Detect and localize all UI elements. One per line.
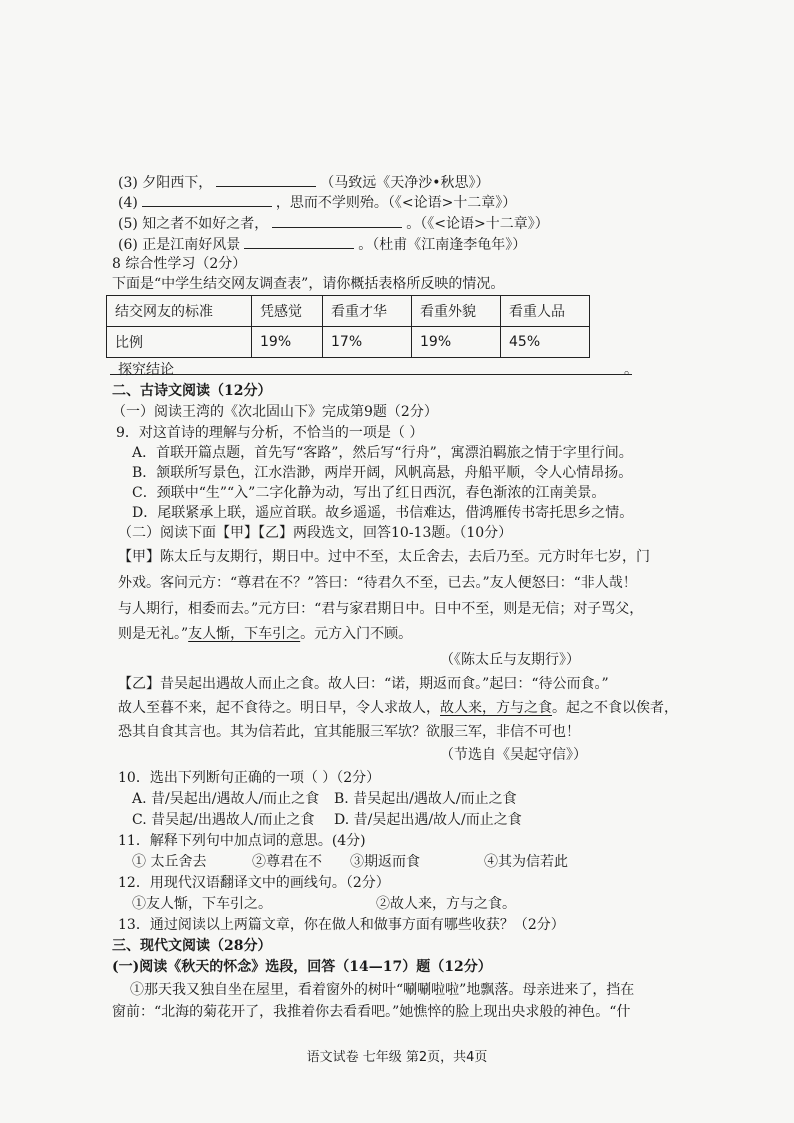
answer-blank[interactable] bbox=[216, 172, 316, 187]
table-cell: 19% bbox=[252, 327, 323, 358]
conclusion-label: 探究结论 bbox=[118, 362, 174, 378]
conclusion-end: 。 bbox=[624, 362, 638, 378]
table-header-cell: 结交网友的标准 bbox=[107, 296, 252, 327]
fill-in-4: (4) ，思而不学则殆。（《<论语>十二章》） bbox=[118, 192, 516, 213]
sub-1-title: （一）阅读王湾的《次北固山下》完成第9题（2分） bbox=[112, 404, 438, 420]
q11-stem: 11．解释下列句中加点词的意思。(4分) bbox=[118, 833, 366, 849]
q9-stem: 9．对这首诗的理解与分析，不恰当的一项是（ ） bbox=[116, 425, 424, 441]
q13-stem: 13．通过阅读以上两篇文章，你在做人和做事方面有哪些收获？（2分） bbox=[118, 917, 565, 933]
passage-yi-line: 故人至暮不来，起不食待之。明日早，令人求故人，故人来，方与之食。起之不食以俟者， bbox=[118, 700, 678, 716]
fill-in-6: (6) 正是江南好风景 。（杜甫《江南逢李龟年》） bbox=[118, 234, 526, 255]
survey-table bbox=[106, 295, 590, 358]
passage-jia-line: 外戏。客问元方：“尊君在不？”答曰：“待君久不至，已去。”友人便怒曰：“非人哉！ bbox=[118, 575, 637, 591]
underlined-sentence: 友人惭，下车引之 bbox=[188, 626, 301, 642]
q11-item: ④其为信若此 bbox=[484, 854, 568, 870]
section-8-prompt: 下面是“中学生结交网友调查表”，请你概括表格所反映的情况。 bbox=[112, 276, 505, 292]
q12-stem: 12．用现代汉语翻译文中的画线句。（2分） bbox=[118, 875, 390, 891]
table-row bbox=[107, 327, 590, 358]
q12-item: ②故人来，方与之食。 bbox=[376, 896, 516, 912]
sub-2-title: （二）阅读下面【甲】【乙】两段选文，回答10-13题。（10分） bbox=[118, 525, 513, 541]
q10-option-c: C. 昔吴起/出遇故人/而止之食 bbox=[132, 812, 315, 828]
q11-item: ③期返而食 bbox=[350, 854, 420, 870]
page-footer: 语文试卷 七年级 第2页，共4页 bbox=[306, 1050, 488, 1065]
q9-option-a: A．首联开篇点题，首先写“客路”，然后写“行舟”，寓漂泊羁旅之情于字里行间。 bbox=[132, 445, 633, 461]
q9-option-c: C．颈联中“生”“入”二字化静为动，写出了红日西沉，春色渐浓的江南美景。 bbox=[132, 485, 606, 501]
passage-jia-line: 【甲】陈太丘与友期行，期日中。过中不至，太丘舍去，去后乃至。元方时年七岁，门 bbox=[118, 549, 650, 565]
table-row bbox=[107, 296, 590, 327]
table-header-cell: 看重人品 bbox=[501, 296, 590, 327]
q10-option-b: B. 昔吴起出/遇故人/而止之食 bbox=[334, 791, 517, 807]
fill-in-3: (3) 夕阳西下， （马致远《天净沙•秋思》） bbox=[118, 172, 490, 193]
answer-blank[interactable] bbox=[272, 213, 402, 228]
passage-yi-source: （节选自《吴起守信》） bbox=[440, 747, 587, 763]
passage-yi-line: 【乙】昔吴起出遇故人而止之食。故人曰：“诺，期返而食。”起曰：“待公而食。” bbox=[118, 676, 609, 692]
table-header-cell: 看重外貌 bbox=[412, 296, 501, 327]
conclusion-answer-line[interactable] bbox=[110, 374, 632, 375]
answer-blank[interactable] bbox=[244, 234, 354, 249]
part-2-title: 二、古诗文阅读（12分） bbox=[112, 383, 272, 399]
answer-blank[interactable] bbox=[142, 192, 272, 207]
q10-option-a: A. 昔/吴起出/遇故人/而止之食 bbox=[132, 791, 320, 807]
q9-option-d: D．尾联紧承上联，遥应首联。故乡遥遥，书信难达，借鸿雁传书寄托思乡之情。 bbox=[132, 505, 634, 521]
passage-line: ①那天我又独自坐在屋里，看着窗外的树叶“唰唰啦啦”地飘落。母亲进来了，挡在 bbox=[130, 982, 635, 998]
part-3-title: 三、现代文阅读（28分） bbox=[112, 938, 272, 954]
table-cell: 比例 bbox=[107, 327, 252, 358]
table-cell: 45% bbox=[501, 327, 590, 358]
q10-option-d: D. 昔/吴起出遇/故人/而止之食 bbox=[334, 812, 522, 828]
passage-jia-line: 则是无礼。”友人惭，下车引之。元方入门不顾。 bbox=[118, 626, 413, 642]
table-cell: 19% bbox=[412, 327, 501, 358]
passage-jia-source: （《陈太丘与友期行》） bbox=[440, 652, 580, 668]
q9-option-b: B．颔联所写景色，江水浩渺，两岸开阔，风帆高悬，舟船平顺，令人心情昂扬。 bbox=[132, 465, 633, 481]
sub-3-title: (一)阅读《秋天的怀念》选段，回答（14—17）题（12分） bbox=[112, 959, 492, 975]
section-8-title: 8 综合性学习（2分） bbox=[112, 256, 247, 272]
q11-item: ① 太丘舍去 bbox=[132, 854, 207, 870]
passage-yi-line: 恐其自食其言也。其为信若此，宜其能服三军欤？欲服三军，非信不可也！ bbox=[118, 724, 580, 740]
underlined-sentence: 故人来，方与之食 bbox=[440, 700, 552, 716]
q12-item: ①友人惭，下车引之。 bbox=[132, 896, 272, 912]
passage-line: 窗前：“北海的菊花开了，我推着你去看看吧。”她憔悴的脸上现出央求般的神色。“什 bbox=[112, 1004, 631, 1020]
q10-stem: 10．选出下列断句正确的一项（ ）（2分） bbox=[118, 770, 381, 786]
passage-jia-line: 与人期行，相委而去。”元方曰：“君与家君期日中。日中不至，则是无信；对子骂父， bbox=[118, 601, 644, 617]
table-cell: 17% bbox=[323, 327, 412, 358]
fill-in-5: (5) 知之者不如好之者， 。（《<论语>十二章》） bbox=[118, 213, 549, 234]
table-header-cell: 凭感觉 bbox=[252, 296, 323, 327]
q11-item: ②尊君在不 bbox=[252, 854, 322, 870]
table-header-cell: 看重才华 bbox=[323, 296, 412, 327]
